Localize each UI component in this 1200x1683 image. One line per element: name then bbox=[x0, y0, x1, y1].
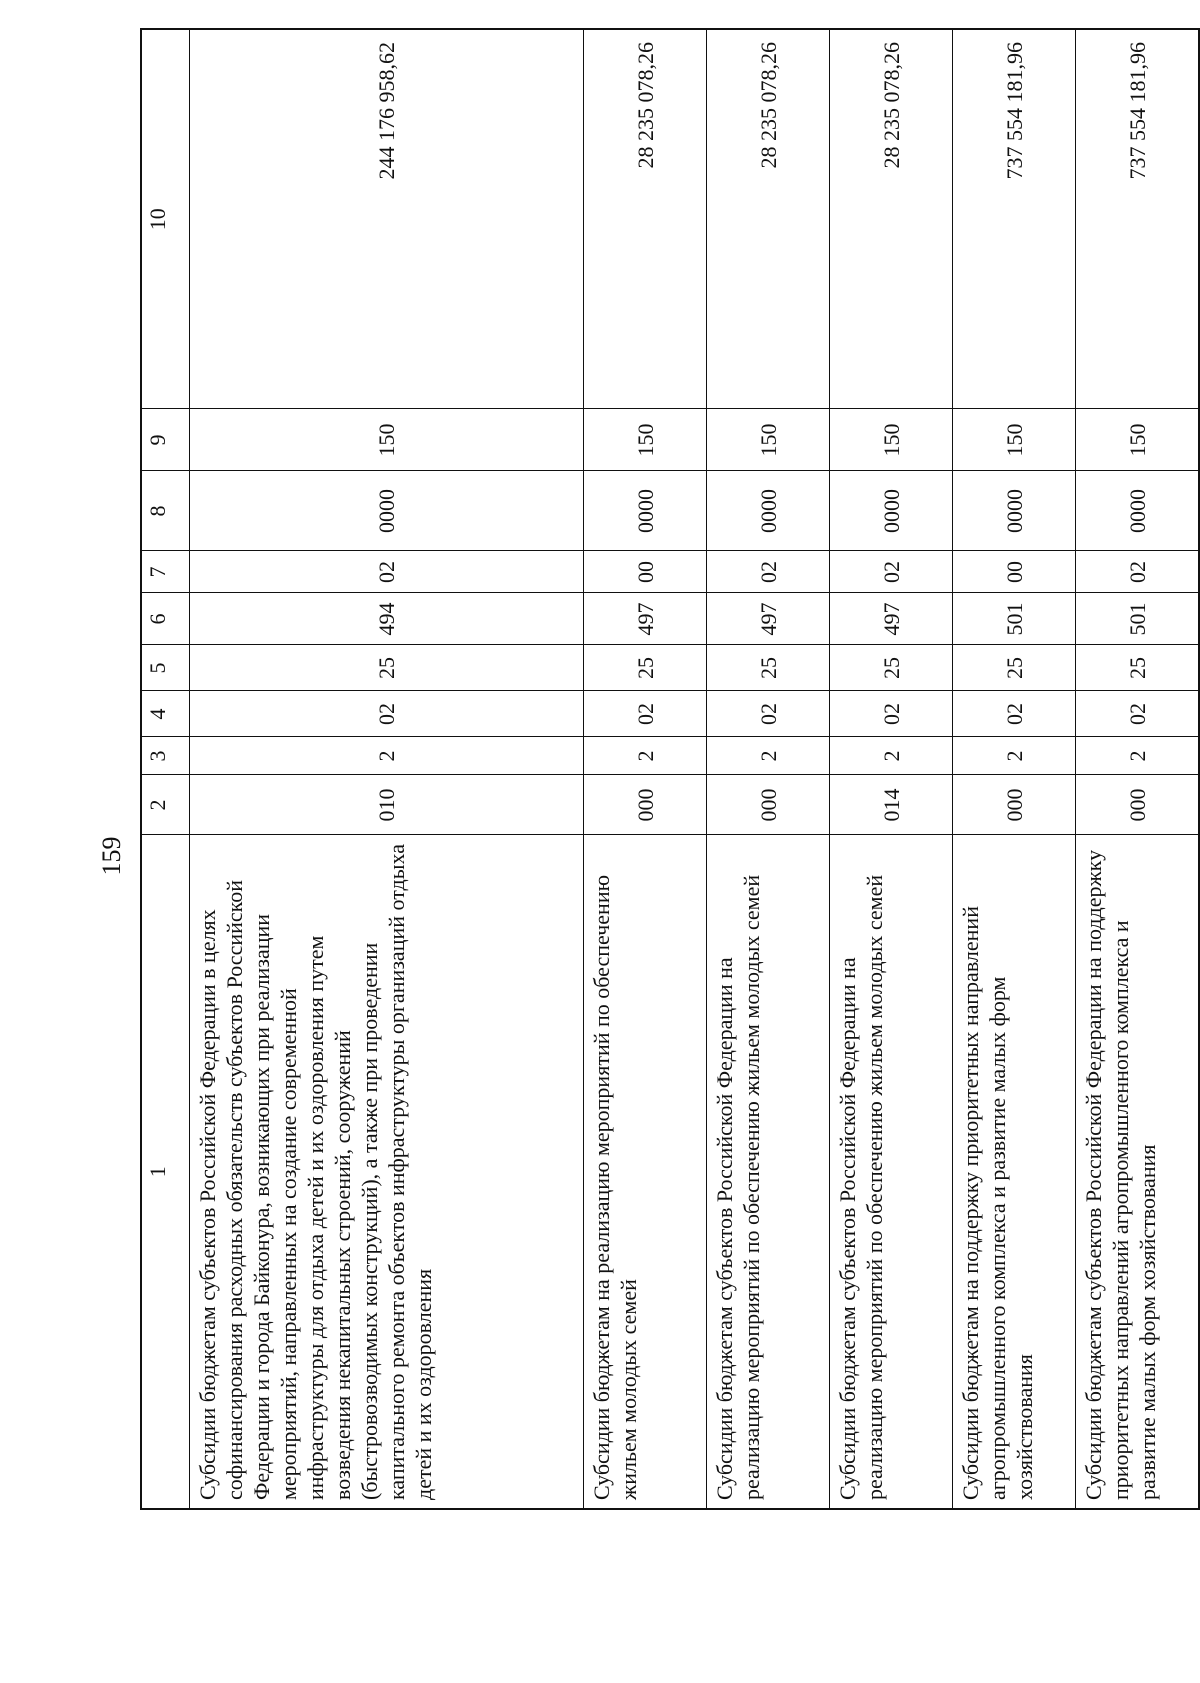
table-row bbox=[584, 29, 707, 1509]
row-name: Субсидии бюджетам субъектов Российской Федерации на реализацию мероприятий по обеспечению жильем молодых семей bbox=[707, 835, 830, 1509]
cell-code: 0000 bbox=[953, 471, 1076, 551]
cell-code: 02 bbox=[830, 551, 953, 593]
cell-code: 0000 bbox=[707, 471, 830, 551]
cell-code: 000 bbox=[953, 775, 1076, 835]
table-header-row bbox=[141, 29, 190, 1509]
column-header: 6 bbox=[141, 593, 190, 645]
column-header: 7 bbox=[141, 551, 190, 593]
cell-code: 25 bbox=[584, 645, 707, 691]
cell-code: 25 bbox=[953, 645, 1076, 691]
cell-code: 501 bbox=[1076, 593, 1199, 645]
cell-code: 501 bbox=[953, 593, 1076, 645]
cell-code: 25 bbox=[830, 645, 953, 691]
row-name: Субсидии бюджетам на реализацию мероприятий по обеспечению жильем молодых семей bbox=[584, 835, 707, 1509]
table-row bbox=[830, 29, 953, 1509]
cell-code: 02 bbox=[190, 691, 584, 737]
cell-code: 497 bbox=[830, 593, 953, 645]
cell-code: 010 bbox=[190, 775, 584, 835]
cell-code: 02 bbox=[1076, 551, 1199, 593]
cell-code: 0000 bbox=[584, 471, 707, 551]
cell-code: 2 bbox=[953, 737, 1076, 775]
cell-code: 02 bbox=[707, 551, 830, 593]
cell-code: 497 bbox=[707, 593, 830, 645]
cell-code: 25 bbox=[190, 645, 584, 691]
cell-code: 2 bbox=[707, 737, 830, 775]
row-name: Субсидии бюджетам субъектов Российской Федерации в целях софинансирования расходных обязательств субъектов Российской Федерации и города Байконура, возникающих при реализации мероприятий, направленных на создание современной инфраструктуры для отдыха детей и их оздоровления путем возведения некапитальных строений, сооружений (быстровозводимых конструкций), а также при проведении капитального ремонта объектов инфраструктуры организаций отдыха детей и их оздоровления bbox=[190, 835, 584, 1509]
cell-code: 497 bbox=[584, 593, 707, 645]
cell-code: 494 bbox=[190, 593, 584, 645]
cell-code: 0000 bbox=[830, 471, 953, 551]
cell-code: 00 bbox=[584, 551, 707, 593]
cell-code: 150 bbox=[1076, 409, 1199, 471]
column-header: 2 bbox=[141, 775, 190, 835]
cell-code: 2 bbox=[584, 737, 707, 775]
column-header: 9 bbox=[141, 409, 190, 471]
cell-code: 02 bbox=[707, 691, 830, 737]
table-row bbox=[707, 29, 830, 1509]
cell-code: 150 bbox=[830, 409, 953, 471]
cell-code: 02 bbox=[953, 691, 1076, 737]
cell-code: 014 bbox=[830, 775, 953, 835]
cell-amount: 737 554 181,96 bbox=[1076, 29, 1199, 409]
cell-code: 02 bbox=[584, 691, 707, 737]
row-name: Субсидии бюджетам субъектов Российской Федерации на поддержку приоритетных направлений агропромышленного комплекса и развитие малых форм хозяйствования bbox=[1076, 835, 1199, 1509]
column-header: 3 bbox=[141, 737, 190, 775]
table-row bbox=[953, 29, 1076, 1509]
cell-code: 02 bbox=[1076, 691, 1199, 737]
page-number: 159 bbox=[97, 836, 126, 876]
cell-amount: 28 235 078,26 bbox=[830, 29, 953, 409]
cell-code: 02 bbox=[830, 691, 953, 737]
cell-code: 00 bbox=[953, 551, 1076, 593]
column-header: 1 bbox=[141, 835, 190, 1509]
cell-code: 0000 bbox=[1076, 471, 1199, 551]
cell-amount: 244 176 958,62 bbox=[190, 29, 584, 409]
cell-code: 150 bbox=[190, 409, 584, 471]
cell-amount: 28 235 078,26 bbox=[584, 29, 707, 409]
table-row bbox=[190, 29, 584, 1509]
cell-code: 2 bbox=[1076, 737, 1199, 775]
cell-code: 2 bbox=[830, 737, 953, 775]
cell-code: 150 bbox=[584, 409, 707, 471]
row-name: Субсидии бюджетам субъектов Российской Федерации на реализацию мероприятий по обеспечению жильем молодых семей bbox=[830, 835, 953, 1509]
cell-code: 000 bbox=[1076, 775, 1199, 835]
cell-code: 150 bbox=[953, 409, 1076, 471]
cell-code: 2 bbox=[190, 737, 584, 775]
cell-code: 0000 bbox=[190, 471, 584, 551]
cell-code: 25 bbox=[707, 645, 830, 691]
cell-amount: 28 235 078,26 bbox=[707, 29, 830, 409]
cell-code: 02 bbox=[190, 551, 584, 593]
budget-table bbox=[140, 28, 1200, 1510]
cell-code: 150 bbox=[707, 409, 830, 471]
cell-code: 25 bbox=[1076, 645, 1199, 691]
column-header: 4 bbox=[141, 691, 190, 737]
cell-amount: 737 554 181,96 bbox=[953, 29, 1076, 409]
row-name: Субсидии бюджетам на поддержку приоритетных направлений агропромышленного комплекса и развитие малых форм хозяйствования bbox=[953, 835, 1076, 1509]
column-header: 8 bbox=[141, 471, 190, 551]
table-row bbox=[1076, 29, 1199, 1509]
budget-table-container bbox=[140, 30, 1200, 1510]
column-header: 10 bbox=[141, 29, 190, 409]
cell-code: 000 bbox=[707, 775, 830, 835]
column-header: 5 bbox=[141, 645, 190, 691]
cell-code: 000 bbox=[584, 775, 707, 835]
